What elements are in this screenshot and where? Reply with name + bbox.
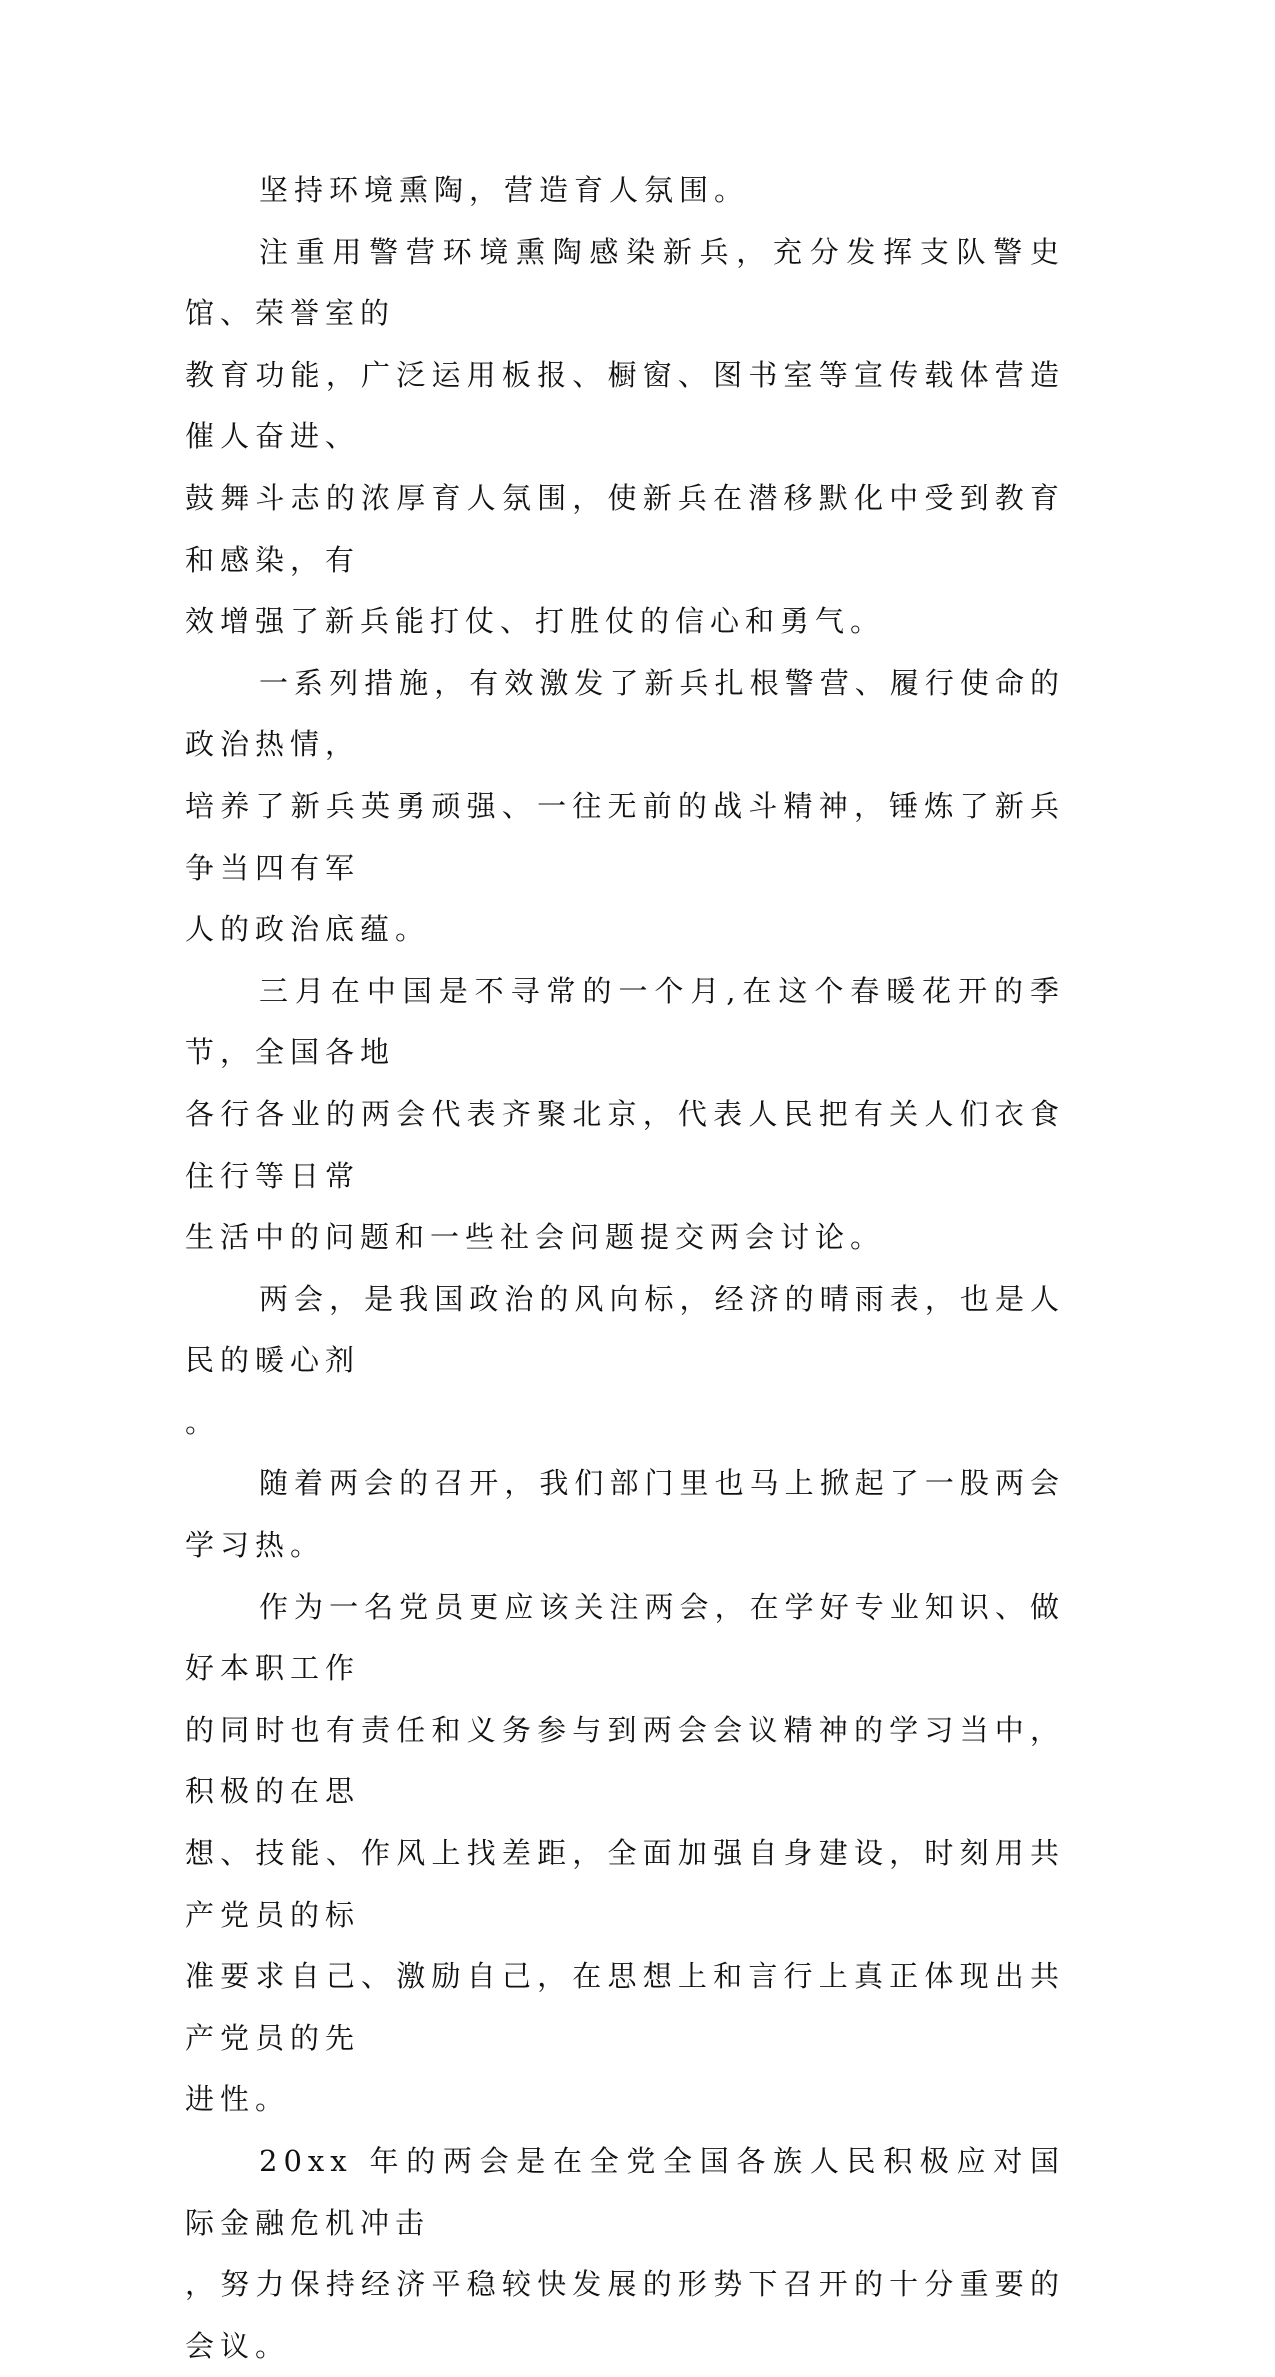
paragraph-4: 三月在中国是不寻常的一个月,在这个春暖花开的季节，全国各地 各行各业的两会代表齐聚北京，代表人民把有关人们衣食住行等日常 生活中的问题和一些社会问题提交两会讨论。 [185, 973, 1065, 1255]
paragraph-6: 随着两会的召开，我们部门里也马上掀起了一股两会学习热。 [185, 1466, 1065, 1563]
paragraph-2: 注重用警营环境熏陶感染新兵，充分发挥支队警史馆、荣誉室的 教育功能，广泛运用板报、橱窗、图书室等宣传载体营造催人奋进、 鼓舞斗志的浓厚育人氛围，使新兵在潜移默化中受到教育和感染，有 效增强了新兵能打仗、打胜仗的信心和勇气。 [185, 234, 1065, 639]
paragraph-3: 一系列措施，有效激发了新兵扎根警营、履行使命的政治热情， 培养了新兵英勇顽强、一往无前的战斗精神，锤炼了新兵争当四有军 人的政治底蕴。 [185, 665, 1065, 947]
paragraph-1: 坚持环境熏陶，营造育人氛围。 [259, 173, 750, 207]
paragraph-7: 作为一名党员更应该关注两会，在学好专业知识、做好本职工作 的同时也有责任和义务参与到两会会议精神的学习当中，积极的在思 想、技能、作风上找差距，全面加强自身建设，时刻用共产党员的标 准要求自己、激励自己，在思想上和言行上真正体现出共产党员的先 进性。 [185, 1589, 1065, 2117]
paragraph-5: 两会，是我国政治的风向标，经济的晴雨表，也是人民的暖心剂 。 [185, 1281, 1065, 1439]
paragraph-8: 20xx 年的两会是在全党全国各族人民积极应对国际金融危机冲击 ，努力保持经济平稳较快发展的形势下召开的十分重要的会议。 [185, 2144, 1065, 2363]
document-body [185, 160, 1065, 2377]
